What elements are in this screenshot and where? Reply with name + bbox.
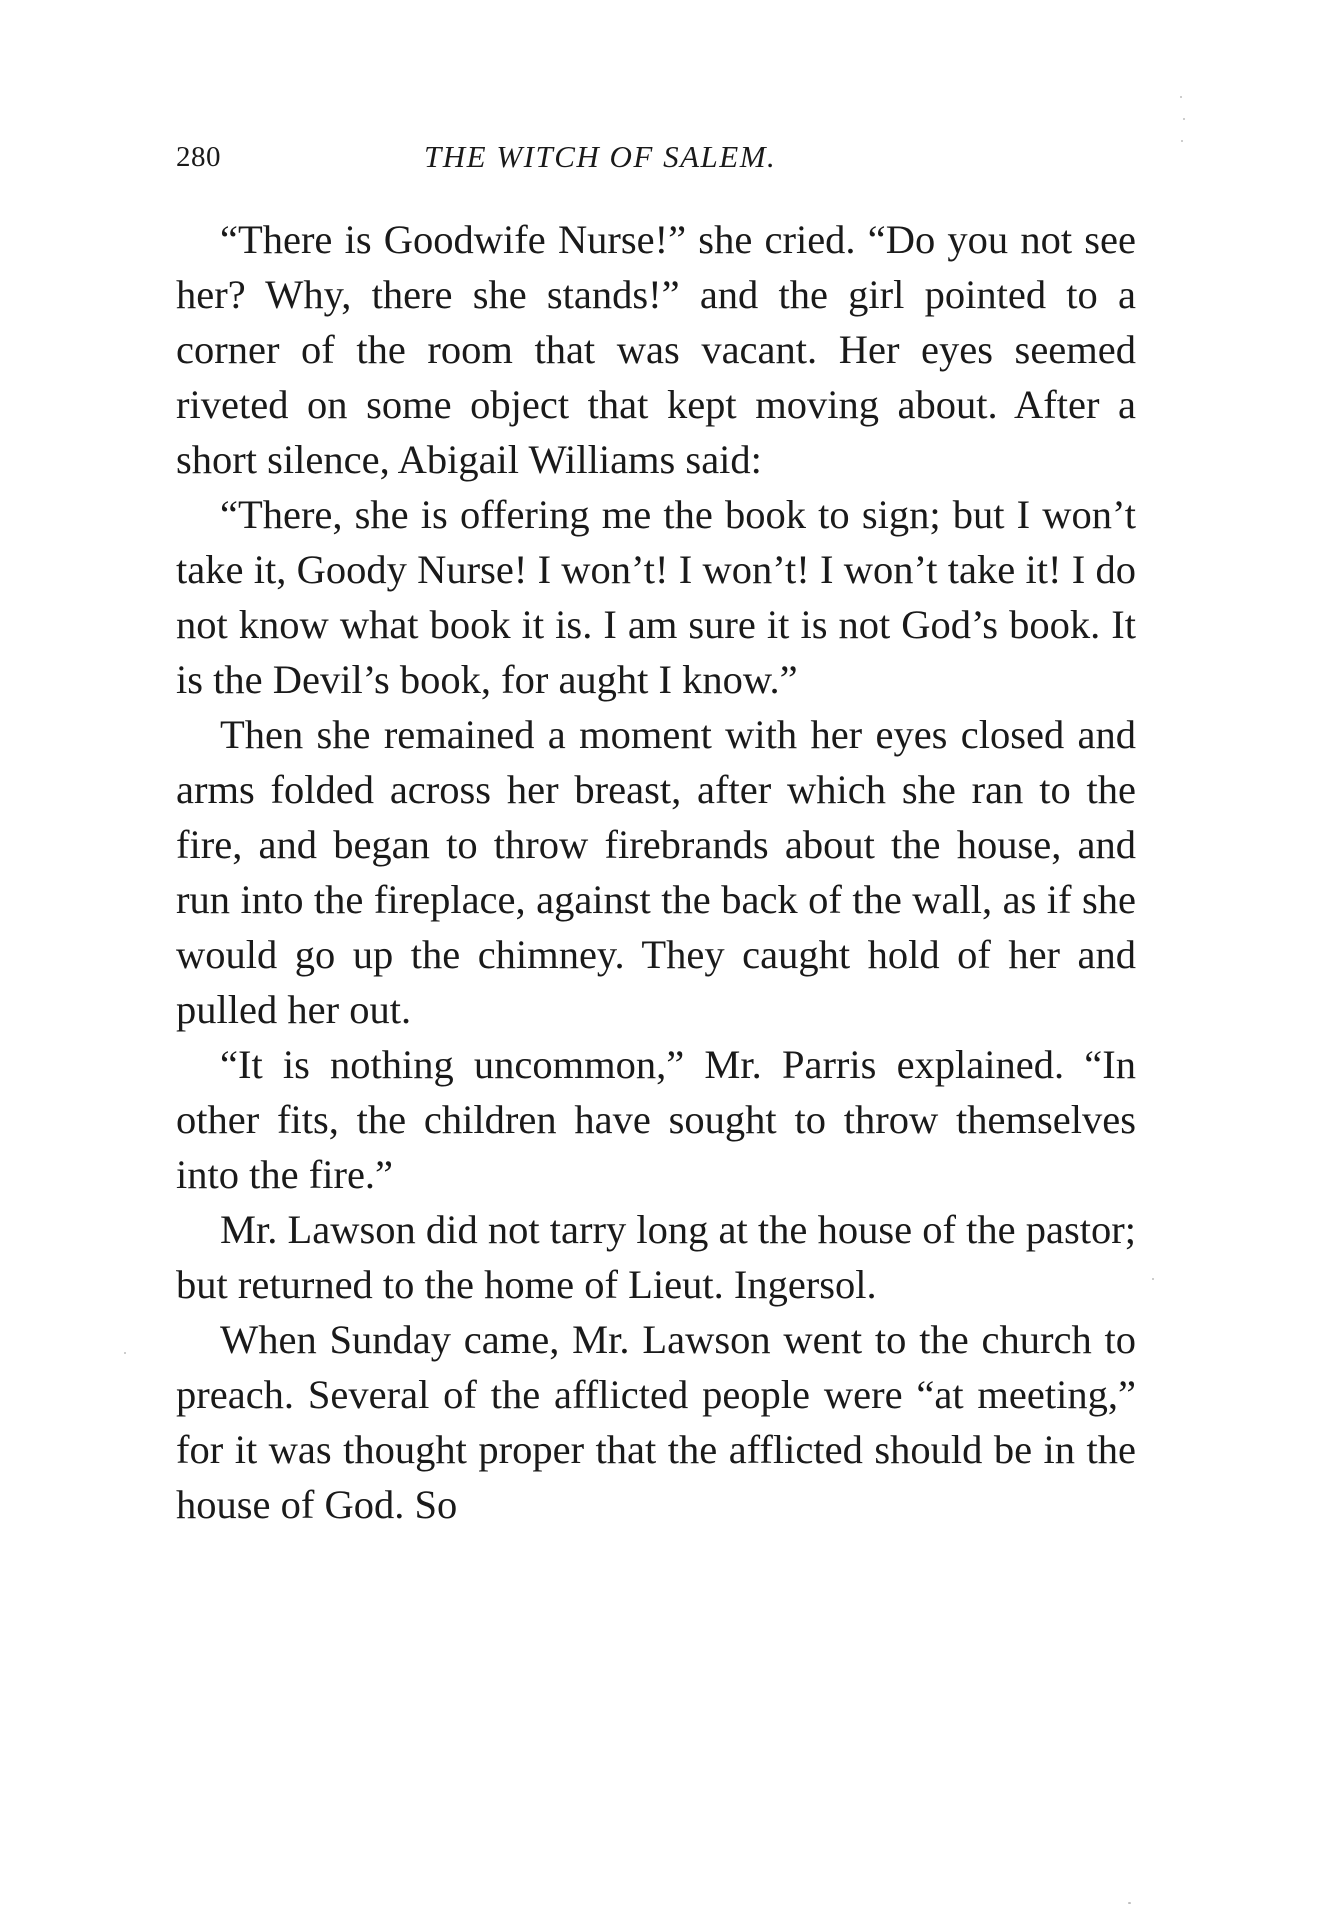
body-text (176, 212, 1136, 1532)
paragraph: Mr. Lawson did not tarry long at the house of the pastor; but returned to the home of Lieut. Ingersol. (176, 1207, 1136, 1307)
scan-speck (124, 1352, 126, 1354)
paragraph: “It is nothing uncommon,” Mr. Parris explained. “In other fits, the children have sought to throw themselves into the fire.” (176, 1042, 1136, 1197)
paragraph: When Sunday came, Mr. Lawson went to the church to preach. Several of the afflicted people were “at meeting,” for it was thought proper that the afflicted should be in the house of God. So (176, 1317, 1136, 1527)
paragraph: Then she remained a moment with her eyes closed and arms folded across her breast, after which she ran to the fire, and began to throw firebrands about the house, and run into the fireplace, against the back of the wall, as if she would go up the chimney. They caught hold of her and pulled her out. (176, 712, 1136, 1032)
paragraph: “There is Goodwife Nurse!” she cried. “Do you not see her? Why, there she stands!” and the girl pointed to a corner of the room that was vacant. Her eyes seemed riveted on some object that kept moving about. After a short silence, Abigail Williams said: (176, 217, 1136, 482)
page-number: 280 (176, 141, 221, 173)
running-title: THE WITCH OF SALEM. (424, 139, 777, 174)
scan-speck (1152, 1278, 1154, 1280)
paragraph: “There, she is offering me the book to sign; but I won’t take it, Goody Nurse! I won’t! I won’t! I won’t take it! I do not know what book it is. I am sure it is not God’s book. It is the Devil’s book, for aught I know.” (176, 492, 1136, 702)
scan-speck (1183, 118, 1185, 120)
page-header (176, 137, 1136, 177)
scan-speck (1180, 96, 1182, 98)
scan-speck (1181, 140, 1183, 142)
scan-speck (1128, 1902, 1131, 1904)
